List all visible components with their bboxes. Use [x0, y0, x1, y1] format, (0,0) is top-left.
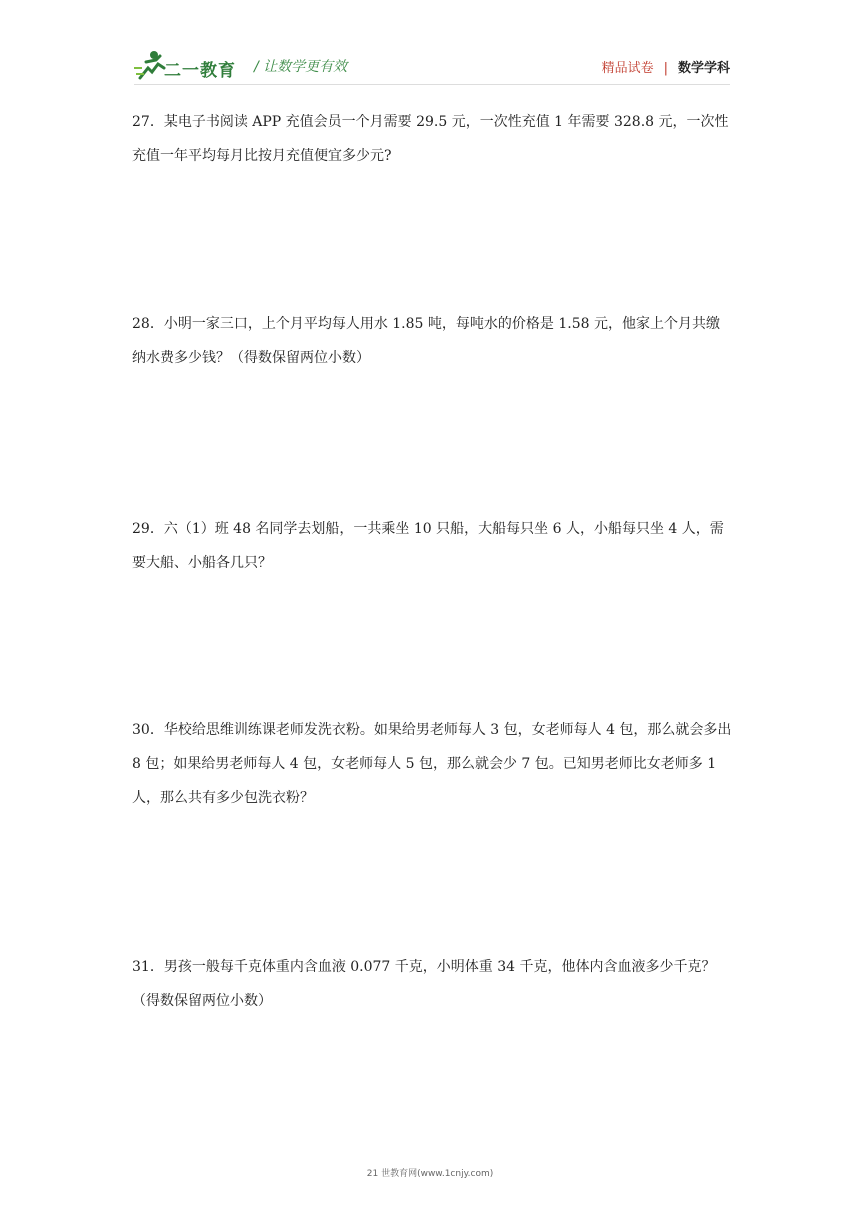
logo: [134, 48, 246, 82]
subject-label: 数学学科: [677, 61, 730, 76]
page-footer: 21 世教育网(www.1cnjy.com): [366, 1169, 494, 1179]
question-27: 27．某电子书阅读 APP 充值会员一个月需要 29.5 元，一次性充值 1 年需要 328.8 元，一次性充值一年平均每月比按月充值便宜多少元?: [132, 114, 729, 164]
slogan: / 让数学更有效: [254, 59, 348, 75]
badge-label: 精品试卷: [601, 61, 654, 76]
header-separator: |: [663, 61, 668, 76]
runner-logo-icon: [134, 48, 168, 82]
question-31: 31．男孩一般每千克体重内含血液 0.077 千克，小明体重 34 千克，他体内含血液多少千克？（得数保留两位小数）: [132, 959, 716, 1009]
logo-text: 二一教育: [164, 61, 236, 81]
page-header: [134, 48, 730, 84]
header-divider: [134, 84, 730, 85]
question-30: 30．华校给思维训练课老师发洗衣粉。如果给男老师每人 3 包，女老师每人 4 包，那么就会多出 8 包；如果给男老师每人 4 包，女老师每人 5 包，那么就会少 7 包。已知男老师比女老师多 1 人，那么共有多少包洗衣粉？: [132, 722, 732, 806]
question-29: 29．六（1）班 48 名同学去划船，一共乘坐 10 只船，大船每只坐 6 人，小船每只坐 4 人，需要大船、小船各几只？: [132, 521, 724, 571]
header-right: [602, 57, 730, 76]
question-28: 28．小明一家三口，上个月平均每人用水 1.85 吨，每吨水的价格是 1.58 元，他家上个月共缴纳水费多少钱？（得数保留两位小数）: [132, 316, 720, 366]
